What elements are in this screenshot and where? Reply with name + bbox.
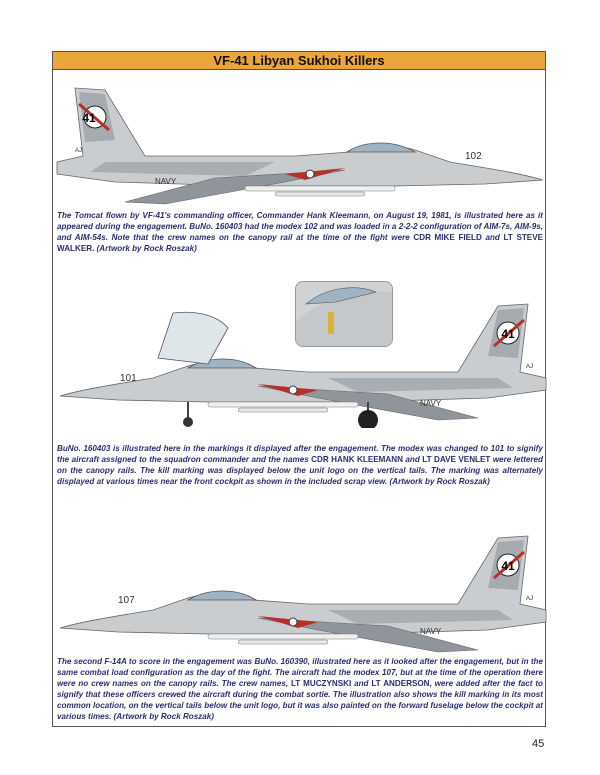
aircraft-illustration-3: [58, 530, 548, 660]
service-marking: NAVY: [420, 399, 442, 408]
squadron-number: 41: [82, 111, 96, 125]
caption-1: [57, 211, 543, 255]
service-marking: NAVY: [420, 627, 442, 636]
crew-names: LT STEVE WALKER.: [57, 232, 544, 253]
caption-text: The second F-14A to score in the engagement was BuNo. 160390, illustrated here as it looked after the engagement, but in the same combat load configuration as the day of the fight. The aircraft had the modex 107, but at the time of the operation there were no crew names on the canopy rails. The crew names,: [57, 657, 543, 688]
crew-names: LT DAVE VENLET: [422, 454, 491, 464]
modex-number: 101: [120, 373, 137, 384]
tail-code: AJ: [75, 148, 83, 154]
crew-names: CDR MIKE FIELD: [413, 232, 482, 242]
aircraft-illustration-1: [55, 82, 545, 212]
page-title: VF-41 Libyan Sukhoi Killers: [52, 51, 546, 70]
caption-text: BuNo. 160403 is illustrated here in the markings it displayed after the engagement. The modex was changed to 101 to signify the aircraft assigned to the squadron commander and the names: [57, 444, 543, 464]
caption-text: (Artwork by Rock Roszak): [94, 243, 197, 253]
crew-names: LT MUCZYNSKI: [290, 678, 352, 688]
caption-2: [57, 444, 543, 488]
caption-text: were added after the fact to signify that these officers crewed the aircraft during the combat sortie. The illustration also shows the kill marking in its most common location, on the vertical tails below the unit logo, but it was also painted on the forward fuselage below the cockpit at various times. (Artwork by Rock Roszak): [57, 678, 543, 721]
caption-3: [57, 657, 543, 722]
service-marking: NAVY: [155, 177, 177, 186]
caption-text: The Tomcat flown by VF-41's commanding officer, Commander Hank Kleemann, on August 19, 1981, is illustrated here as it appeared during the engagement. BuNo. 160403 had the modex 102 and was loaded in a 2-2-2 configuration of AIM-7s, AIM-9s, and AIM-54s. Note that the crew names on the canopy rail at the time of the fight were: [57, 211, 543, 242]
squadron-number: 41: [501, 327, 515, 341]
tail-code: AJ: [526, 596, 534, 602]
modex-number: 107: [118, 595, 135, 606]
tail-code: AJ: [526, 364, 534, 370]
squadron-number: 41: [501, 559, 515, 573]
crew-names: LT ANDERSON,: [371, 678, 432, 688]
page-number: 45: [532, 738, 545, 750]
caption-text: and: [481, 232, 504, 242]
aircraft-illustration-2: [58, 298, 548, 428]
caption-text: were lettered on the canopy rails. The kill marking was displayed below the unit logo on the vertical tails. The marking was alternately displayed at various times near the front cockpit as shown in the included scrap view. (Artwork by Rock Roszak): [57, 454, 543, 486]
caption-text: and: [351, 678, 372, 688]
modex-number: 102: [465, 151, 482, 162]
caption-text: and: [402, 454, 423, 464]
crew-names: CDR HANK KLEEMANN: [311, 454, 403, 464]
